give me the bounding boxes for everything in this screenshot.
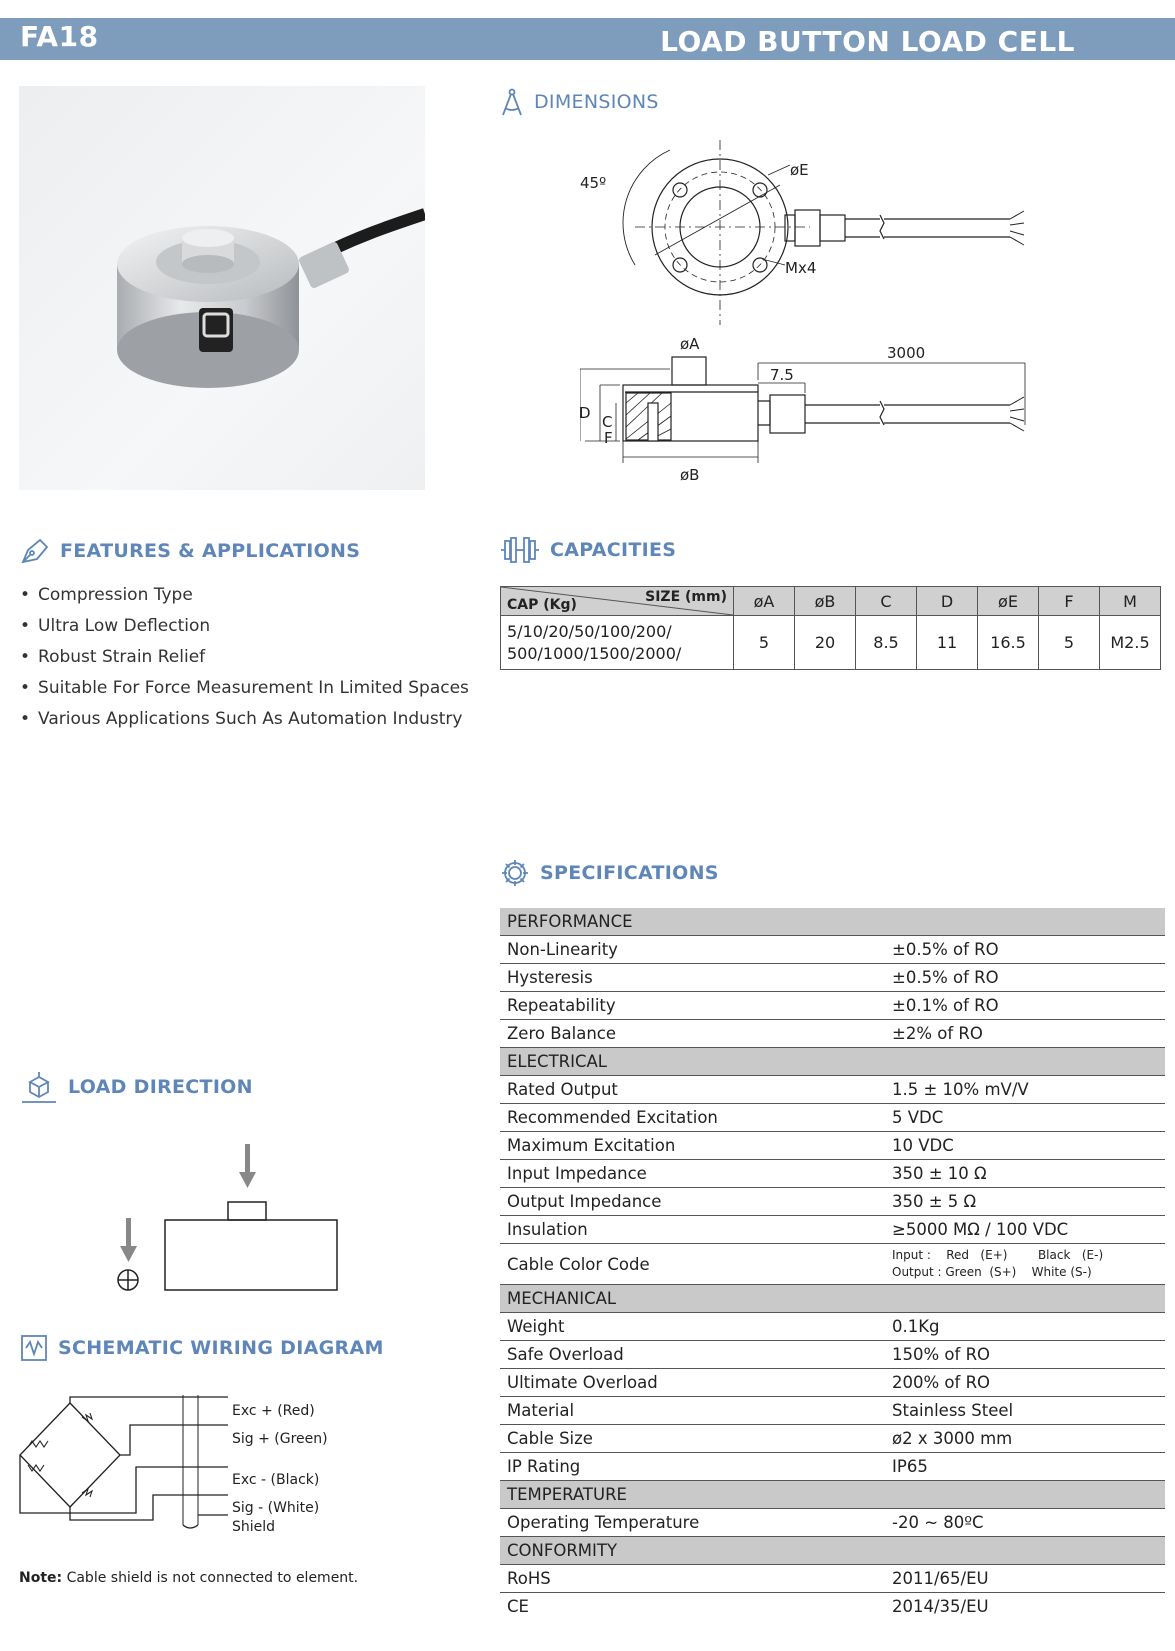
length-label: 3000 xyxy=(887,344,926,362)
header-dia-e: øE xyxy=(978,587,1039,616)
feature-item: • Robust Strain Relief xyxy=(20,642,469,673)
dimensions-heading xyxy=(500,88,659,116)
spec-key: Cable Size xyxy=(507,1429,593,1448)
wiring-title: SCHEMATIC WIRING DIAGRAM xyxy=(58,1337,384,1359)
spec-value: ±0.1% of RO xyxy=(892,996,999,1015)
spec-value: ±2% of RO xyxy=(892,1024,983,1043)
spec-value: 350 ± 5 Ω xyxy=(892,1192,977,1211)
spec-value: Stainless Steel xyxy=(892,1401,1014,1420)
wiring-heading xyxy=(20,1334,384,1362)
cap-corner-header xyxy=(501,587,734,616)
model-number: FA18 xyxy=(20,20,99,53)
specifications-title: SPECIFICATIONS xyxy=(540,862,719,884)
note-text: Cable shield is not connected to element. xyxy=(62,1570,359,1586)
spec-key: Zero Balance xyxy=(507,1024,617,1043)
product-photo xyxy=(19,86,425,490)
cap-line-1: 5/10/20/50/100/200/ xyxy=(507,621,672,641)
page-title: LOAD BUTTON LOAD CELL xyxy=(660,25,1075,58)
feature-item: • Ultra Low Deflection xyxy=(20,611,469,642)
value-dia-e: 16.5 xyxy=(978,616,1039,670)
header-f: F xyxy=(1039,587,1100,616)
spec-key: Weight xyxy=(507,1317,565,1336)
cable-output-colors: Output : Green (S+) White (S-) xyxy=(892,1265,1092,1279)
header-m: M xyxy=(1100,587,1161,616)
spec-value: 200% of RO xyxy=(892,1373,991,1392)
wire-label-sig-minus: Sig - (White) xyxy=(232,1500,320,1516)
offset-label: 7.5 xyxy=(770,366,794,384)
table-row xyxy=(500,1104,1165,1132)
specifications-heading xyxy=(500,858,719,888)
header-c: C xyxy=(856,587,917,616)
spec-key: Operating Temperature xyxy=(507,1513,700,1532)
table-row xyxy=(500,1453,1165,1481)
wire-label-sig-plus: Sig + (Green) xyxy=(232,1431,328,1447)
spec-group-conformity: CONFORMITY xyxy=(500,1537,1165,1565)
spec-key: IP Rating xyxy=(507,1457,581,1476)
wiring-diagram xyxy=(18,1395,228,1545)
wire-label-shield: Shield xyxy=(232,1519,276,1535)
wire-label-exc-minus: Exc - (Black) xyxy=(232,1472,320,1488)
wire-label-exc-plus: Exc + (Red) xyxy=(232,1403,315,1419)
spec-value: 2014/35/EU xyxy=(892,1597,989,1616)
spec-key: Material xyxy=(507,1401,575,1420)
spec-key: Insulation xyxy=(507,1220,588,1239)
table-row xyxy=(500,1244,1165,1285)
table-row xyxy=(500,1216,1165,1244)
dia-e-label: øE xyxy=(790,161,809,179)
spec-value: ≥5000 MΩ / 100 VDC xyxy=(892,1220,1069,1239)
spec-key: RoHS xyxy=(507,1569,551,1588)
table-row xyxy=(500,1425,1165,1453)
spec-value: ±0.5% of RO xyxy=(892,968,999,987)
value-m: M2.5 xyxy=(1100,616,1161,670)
table-row xyxy=(500,964,1165,992)
header-dia-a: øA xyxy=(734,587,795,616)
dumbbell-icon xyxy=(500,537,540,563)
spec-key: Rated Output xyxy=(507,1080,618,1099)
table-row xyxy=(500,1397,1165,1425)
d-label: D xyxy=(580,404,591,422)
capacities-title: CAPACITIES xyxy=(550,539,677,561)
value-dia-b: 20 xyxy=(795,616,856,670)
dia-a-label: øA xyxy=(680,335,700,353)
spec-value: 5 VDC xyxy=(892,1108,944,1127)
header-d: D xyxy=(917,587,978,616)
wiring-note xyxy=(19,1570,358,1586)
spec-value: IP65 xyxy=(892,1457,928,1476)
value-c: 8.5 xyxy=(856,616,917,670)
cap-label: CAP (Kg) xyxy=(507,597,577,613)
dimension-drawing xyxy=(580,135,1080,495)
table-row xyxy=(501,616,1161,670)
gear-icon xyxy=(500,858,530,888)
value-d: 11 xyxy=(917,616,978,670)
table-row xyxy=(500,1509,1165,1537)
table-row xyxy=(500,1565,1165,1593)
feature-item: • Various Applications Such As Automation Industry xyxy=(20,704,469,735)
specifications-table xyxy=(500,908,1165,1620)
value-dia-a: 5 xyxy=(734,616,795,670)
spec-group-mechanical: MECHANICAL xyxy=(500,1285,1165,1313)
table-row xyxy=(500,1188,1165,1216)
circuit-icon xyxy=(20,1334,48,1362)
size-label: SIZE (mm) xyxy=(645,589,727,605)
spec-key: Hysteresis xyxy=(507,968,593,987)
f-label: F xyxy=(604,429,613,447)
table-row xyxy=(500,1132,1165,1160)
feature-item: • Suitable For Force Measurement In Limited Spaces xyxy=(20,673,469,704)
table-row xyxy=(500,1341,1165,1369)
compass-icon xyxy=(500,88,524,116)
dia-b-label: øB xyxy=(680,466,700,484)
spec-value: 10 VDC xyxy=(892,1136,954,1155)
features-title: FEATURES & APPLICATIONS xyxy=(60,540,361,562)
c-label: C xyxy=(602,413,613,431)
table-row xyxy=(500,992,1165,1020)
spec-key: Repeatability xyxy=(507,996,616,1015)
table-row xyxy=(500,1076,1165,1104)
features-heading xyxy=(20,537,360,565)
spec-value: 2011/65/EU xyxy=(892,1569,989,1588)
features-list xyxy=(20,580,469,735)
note-label: Note: xyxy=(19,1570,63,1586)
dimensions-title: DIMENSIONS xyxy=(534,91,659,113)
table-row xyxy=(500,1593,1165,1620)
cap-line-2: 500/1000/1500/2000/ xyxy=(507,643,682,663)
spec-value: 1.5 ± 10% mV/V xyxy=(892,1080,1029,1099)
feature-item: • Compression Type xyxy=(20,580,469,611)
table-row xyxy=(500,1369,1165,1397)
load-direction-title: LOAD DIRECTION xyxy=(68,1076,253,1098)
spec-value: ±0.5% of RO xyxy=(892,940,999,959)
spec-key: Output Impedance xyxy=(507,1192,662,1211)
spec-key: Recommended Excitation xyxy=(507,1108,718,1127)
header-dia-b: øB xyxy=(795,587,856,616)
spec-value: 0.1Kg xyxy=(892,1317,940,1336)
spec-value: ø2 x 3000 mm xyxy=(892,1429,1013,1448)
cube-icon xyxy=(20,1070,58,1104)
spec-key: Input Impedance xyxy=(507,1164,647,1183)
spec-value xyxy=(892,1247,1165,1281)
table-row xyxy=(500,1020,1165,1048)
pen-icon xyxy=(20,537,50,565)
spec-key: Non-Linearity xyxy=(507,940,618,959)
spec-key: Safe Overload xyxy=(507,1345,624,1364)
cable-input-colors: Input : Red (E+) Black (E-) xyxy=(892,1248,1104,1262)
mx4-label: Mx4 xyxy=(785,259,817,277)
spec-value: 350 ± 10 Ω xyxy=(892,1164,987,1183)
spec-group-performance: PERFORMANCE xyxy=(500,908,1165,936)
spec-value: 150% of RO xyxy=(892,1345,991,1364)
load-direction-diagram xyxy=(110,1140,350,1300)
load-direction-heading xyxy=(20,1070,253,1104)
spec-key: CE xyxy=(507,1597,529,1616)
spec-key: Maximum Excitation xyxy=(507,1136,676,1155)
spec-key: Ultimate Overload xyxy=(507,1373,658,1392)
capacities-heading xyxy=(500,537,676,563)
spec-key: Cable Color Code xyxy=(507,1254,650,1274)
table-row xyxy=(500,936,1165,964)
table-row xyxy=(500,1313,1165,1341)
value-f: 5 xyxy=(1039,616,1100,670)
table-row xyxy=(500,1160,1165,1188)
angle-label: 45º xyxy=(580,174,607,192)
spec-group-temperature: TEMPERATURE xyxy=(500,1481,1165,1509)
spec-value: -20 ~ 80ºC xyxy=(892,1513,984,1532)
capacity-values xyxy=(501,616,734,670)
spec-group-electrical: ELECTRICAL xyxy=(500,1048,1165,1076)
capacities-table xyxy=(500,586,1161,670)
